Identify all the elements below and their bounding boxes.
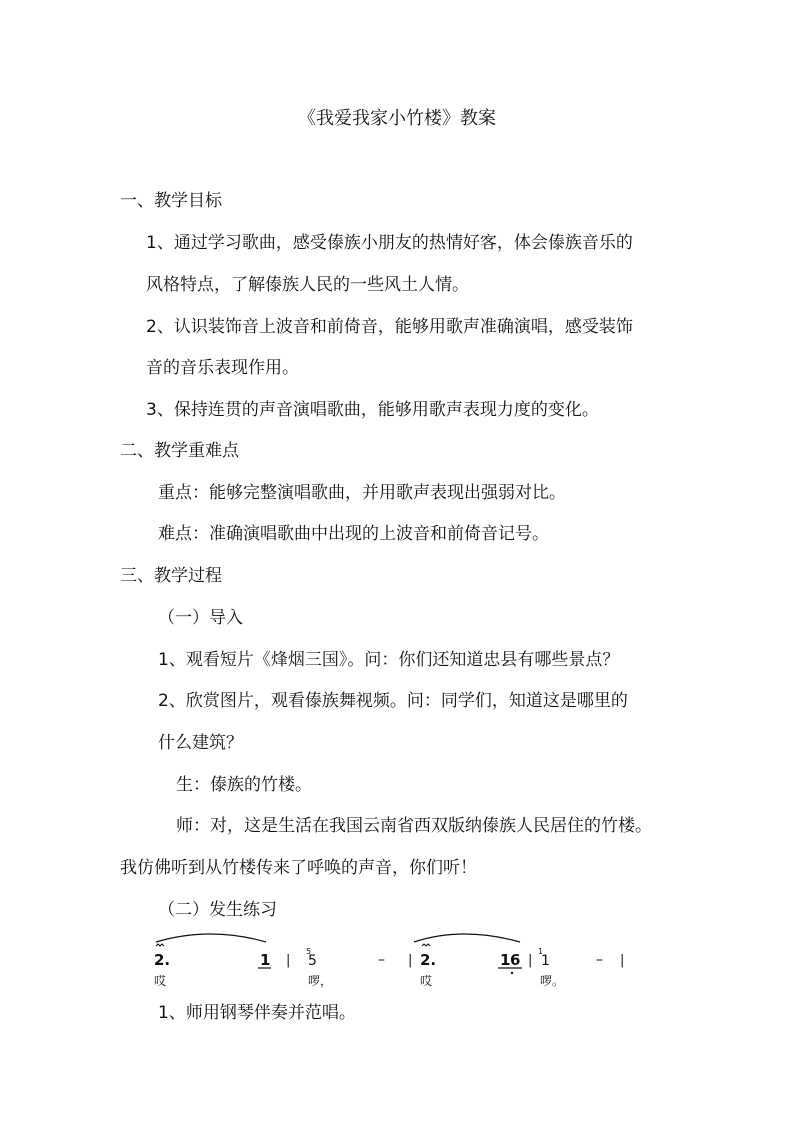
jianpu-score xyxy=(150,928,650,988)
teacher-remark-line-2: 我仿佛听到从竹楼传来了呼唤的声音，你们听！ xyxy=(120,858,477,878)
dash-2: – xyxy=(596,952,603,968)
note-2-dotted-b: 2. xyxy=(420,951,437,969)
grace-note-5: 5 xyxy=(306,947,312,956)
note-5: 5 xyxy=(308,953,317,969)
lyric-ai-2: 哎 xyxy=(420,974,433,988)
note-2-dotted: 2. xyxy=(154,951,171,969)
lyric-luo-1: 啰， xyxy=(308,974,333,988)
objective-1-line-1: 1、通过学习歌曲，感受傣族小朋友的热情好客，体会傣族音乐的 xyxy=(146,233,633,253)
objective-1-line-2: 风格特点，了解傣族人民的一些风土人情。 xyxy=(146,275,469,295)
objective-2-line-2: 音的音乐表现作用。 xyxy=(146,358,299,378)
subsection-vocal-practice: （二）发生练习 xyxy=(158,900,277,920)
low-octave-dot xyxy=(511,972,513,974)
section-heading-process: 三、教学过程 xyxy=(120,566,222,586)
note-6: 6 xyxy=(510,951,521,969)
note-1: 1 xyxy=(260,951,271,969)
barline-4: | xyxy=(620,953,625,968)
mordent-mark-1 xyxy=(156,944,164,946)
lyric-ai-1: 哎 xyxy=(154,974,167,988)
slur-2 xyxy=(414,934,520,942)
note-1-c: 1 xyxy=(541,953,550,969)
teacher-remark-line-1: 师：对，这是生活在我国云南省西双版纳傣族人民居住的竹楼。 xyxy=(176,816,652,836)
practice-step-1: 1、师用钢琴伴奏并范唱。 xyxy=(158,1003,356,1023)
jianpu-notation xyxy=(150,928,650,988)
barline-1: | xyxy=(286,953,291,968)
page-title: 《我爱我家小竹楼》教案 xyxy=(298,108,496,129)
dash-1: – xyxy=(378,952,385,968)
difficult-point: 难点：准确演唱歌曲中出现的上波音和前倚音记号。 xyxy=(158,524,549,544)
note-1-b: 1 xyxy=(500,951,511,969)
barline-2: | xyxy=(408,953,413,968)
subsection-intro: （一）导入 xyxy=(158,608,243,628)
objective-3: 3、保持连贯的声音演唱歌曲，能够用歌声表现力度的变化。 xyxy=(146,400,599,420)
intro-question-2-line-1: 2、欣赏图片，观看傣族舞视频。问：同学们，知道这是哪里的 xyxy=(158,691,628,711)
student-answer: 生：傣族的竹楼。 xyxy=(176,775,312,795)
key-point: 重点：能够完整演唱歌曲，并用歌声表现出强弱对比。 xyxy=(158,483,566,503)
intro-question-2-line-2: 什么建筑？ xyxy=(158,733,243,753)
grace-note-1: 1 xyxy=(538,947,544,956)
section-heading-objectives: 一、教学目标 xyxy=(120,191,222,211)
slur-1 xyxy=(156,934,266,942)
section-heading-key-points: 二、教学重难点 xyxy=(120,441,239,461)
barline-3: | xyxy=(528,953,533,968)
intro-question-1: 1、观看短片《烽烟三国》。问：你们还知道忠县有哪些景点？ xyxy=(158,650,620,670)
mordent-mark-2 xyxy=(422,944,430,946)
objective-2-line-1: 2、认识装饰音上波音和前倚音，能够用歌声准确演唱，感受装饰 xyxy=(146,317,633,337)
lyric-luo-2: 啰。 xyxy=(540,974,565,988)
